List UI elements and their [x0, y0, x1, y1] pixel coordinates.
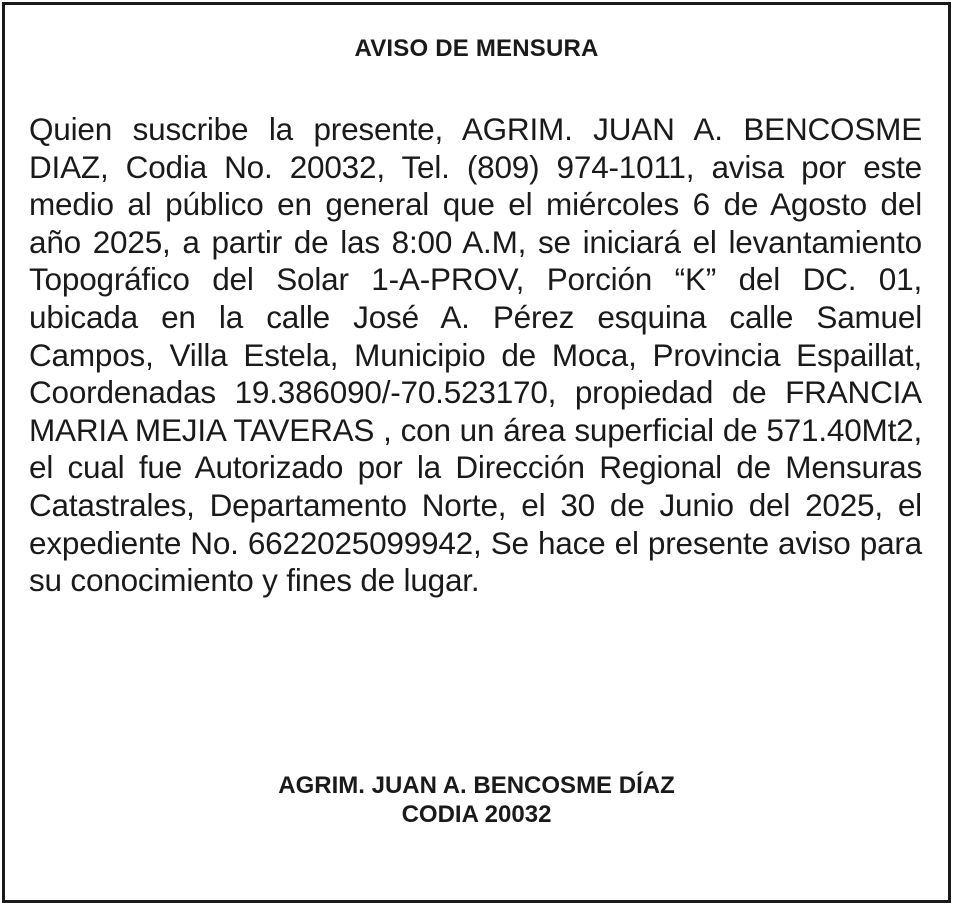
notice-title: AVISO DE MENSURA [354, 35, 599, 62]
signature-codia: CODIA 20032 [401, 801, 552, 828]
signature-name: AGRIM. JUAN A. BENCOSME DÍAZ [278, 772, 675, 799]
notice-frame [2, 2, 951, 903]
notice-body: Quien suscribe la presente, AGRIM. JUAN A. BENCOSME DIAZ, Codia No. 20032, Tel. (809) 974-1011, avisa por este medio al público en general que el miércoles 6 de Agosto del año 2025, a partir de las 8:00 A.M, se iniciará el levantamiento Topográfico del Solar 1-A-PROV, Porción “K” del DC. 01, ubicada en la calle José A. Pérez esquina calle Samuel Campos, Villa Estela, Municipio de Moca, Provincia Espaillat, Coordenadas 19.386090/-70.523170, propiedad de FRANCIA MARIA MEJIA TAVERAS , con un área superficial de 571.40Mt2, el cual fue Autorizado por la Dirección Regional de Mensuras Catastrales, Departamento Norte, el 30 de Junio del 2025, el expediente No. 6622025099942, Se hace el presente aviso para su conocimiento y fines de lugar. [29, 111, 922, 599]
